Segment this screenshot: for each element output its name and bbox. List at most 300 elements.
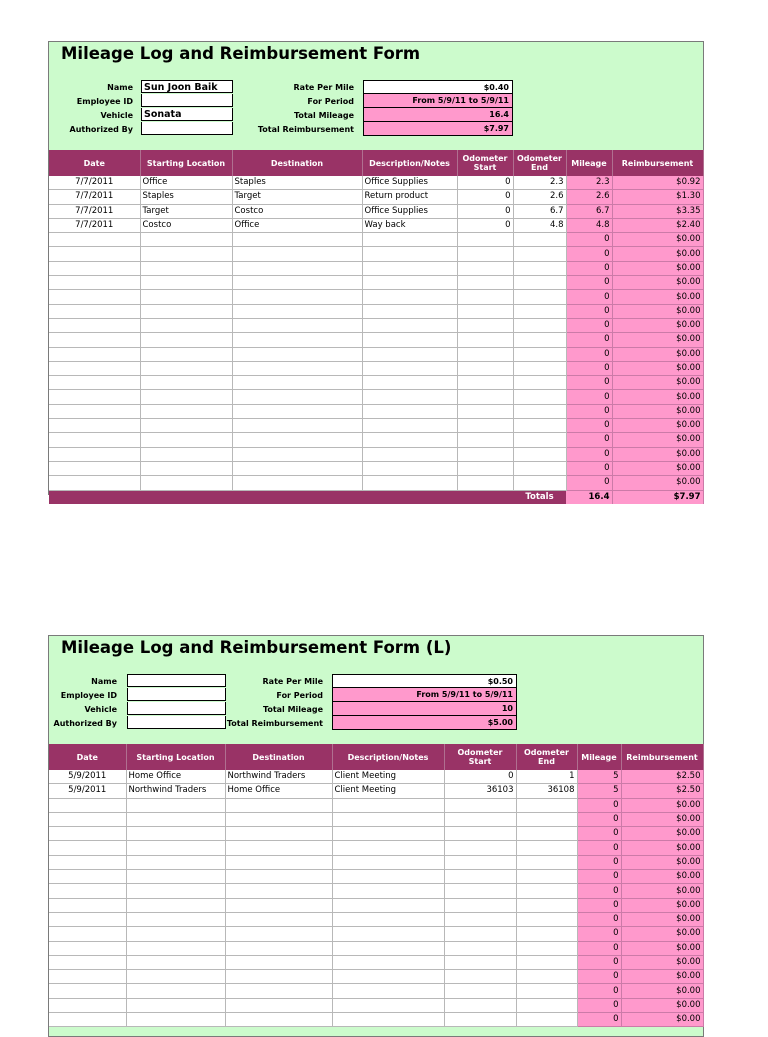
cell-odometer-end[interactable] <box>516 812 577 826</box>
cell-description[interactable]: Office Supplies <box>362 204 457 218</box>
cell-date[interactable] <box>49 941 126 955</box>
totals-label: Totals <box>513 490 566 504</box>
cell-odometer-start[interactable] <box>457 318 513 332</box>
cell-destination[interactable] <box>232 376 362 390</box>
cell-destination[interactable] <box>232 347 362 361</box>
cell-starting-location[interactable] <box>140 233 232 247</box>
cell-destination[interactable] <box>225 898 332 912</box>
cell-odometer-start[interactable] <box>444 1013 516 1027</box>
cell-description[interactable] <box>362 304 457 318</box>
cell-starting-location[interactable] <box>126 998 225 1012</box>
cell-odometer-start[interactable]: 0 <box>457 190 513 204</box>
cell-odometer-end[interactable] <box>513 447 566 461</box>
cell-starting-location[interactable] <box>140 290 232 304</box>
cell-destination[interactable] <box>225 941 332 955</box>
cell-description[interactable] <box>332 898 444 912</box>
cell-destination[interactable]: Target <box>232 190 362 204</box>
cell-odometer-start[interactable] <box>444 927 516 941</box>
cell-description[interactable] <box>332 927 444 941</box>
total-mileage-value: 16.4 <box>363 108 513 122</box>
cell-description[interactable] <box>362 404 457 418</box>
cell-date[interactable]: 7/7/2011 <box>49 204 140 218</box>
cell-reimbursement: $0.00 <box>612 376 703 390</box>
cell-odometer-start[interactable] <box>457 419 513 433</box>
cell-odometer-start[interactable] <box>444 998 516 1012</box>
cell-description[interactable] <box>362 461 457 475</box>
cell-mileage: 0 <box>577 927 621 941</box>
cell-destination[interactable] <box>225 984 332 998</box>
cell-description[interactable] <box>362 376 457 390</box>
cell-odometer-end[interactable] <box>513 276 566 290</box>
cell-odometer-end[interactable] <box>513 347 566 361</box>
cell-reimbursement: $0.00 <box>612 318 703 332</box>
cell-odometer-start[interactable] <box>457 233 513 247</box>
cell-date[interactable] <box>49 333 140 347</box>
cell-description[interactable] <box>362 447 457 461</box>
cell-reimbursement: $0.00 <box>621 827 703 841</box>
authorized-by-label: Authorized By <box>69 125 133 134</box>
cell-description[interactable] <box>362 419 457 433</box>
table-row <box>49 290 703 304</box>
cell-date[interactable] <box>49 347 140 361</box>
table-row <box>49 770 703 784</box>
cell-destination[interactable] <box>232 476 362 490</box>
cell-odometer-end[interactable] <box>516 841 577 855</box>
cell-odometer-end[interactable] <box>516 970 577 984</box>
cell-destination[interactable]: Northwind Traders <box>225 770 332 784</box>
cell-odometer-start[interactable] <box>444 941 516 955</box>
cell-starting-location[interactable]: Target <box>140 204 232 218</box>
cell-destination[interactable] <box>225 1013 332 1027</box>
cell-starting-location[interactable] <box>126 927 225 941</box>
cell-reimbursement: $0.00 <box>612 304 703 318</box>
cell-destination[interactable] <box>232 433 362 447</box>
table-row <box>49 812 703 826</box>
cell-starting-location[interactable] <box>140 419 232 433</box>
cell-odometer-start[interactable] <box>457 476 513 490</box>
cell-starting-location[interactable] <box>126 912 225 926</box>
cell-odometer-start[interactable] <box>444 870 516 884</box>
cell-odometer-start[interactable] <box>457 333 513 347</box>
column-header-date: Date <box>49 150 140 176</box>
cell-odometer-end[interactable] <box>513 290 566 304</box>
for-period-value: From 5/9/11 to 5/9/11 <box>332 688 517 702</box>
table-row <box>49 318 703 332</box>
cell-odometer-end[interactable] <box>513 404 566 418</box>
totals-spacer <box>49 490 140 504</box>
cell-description[interactable] <box>332 984 444 998</box>
cell-destination[interactable]: Home Office <box>225 784 332 798</box>
cell-destination[interactable] <box>232 390 362 404</box>
cell-starting-location[interactable] <box>140 333 232 347</box>
cell-description[interactable]: Return product <box>362 190 457 204</box>
cell-description[interactable] <box>332 941 444 955</box>
cell-starting-location[interactable] <box>140 276 232 290</box>
cell-destination[interactable] <box>232 247 362 261</box>
cell-odometer-end[interactable] <box>516 955 577 969</box>
cell-odometer-end[interactable] <box>513 390 566 404</box>
cell-date[interactable] <box>49 998 126 1012</box>
cell-reimbursement: $0.00 <box>621 941 703 955</box>
cell-odometer-start[interactable]: 36103 <box>444 784 516 798</box>
cell-odometer-start[interactable] <box>457 347 513 361</box>
cell-odometer-start[interactable] <box>444 955 516 969</box>
cell-starting-location[interactable] <box>140 361 232 375</box>
employee-id-field[interactable] <box>141 94 233 107</box>
cell-description[interactable] <box>332 884 444 898</box>
cell-date[interactable] <box>49 376 140 390</box>
cell-destination[interactable] <box>232 290 362 304</box>
cell-reimbursement: $0.00 <box>612 461 703 475</box>
cell-date[interactable]: 5/9/2011 <box>49 770 126 784</box>
cell-destination[interactable] <box>232 419 362 433</box>
cell-starting-location[interactable] <box>126 898 225 912</box>
cell-starting-location[interactable] <box>140 404 232 418</box>
cell-odometer-end[interactable] <box>516 984 577 998</box>
cell-description[interactable] <box>362 476 457 490</box>
cell-odometer-end[interactable] <box>516 912 577 926</box>
cell-date[interactable] <box>49 318 140 332</box>
cell-odometer-end[interactable] <box>516 798 577 812</box>
cell-odometer-end[interactable] <box>516 941 577 955</box>
cell-odometer-end[interactable] <box>513 318 566 332</box>
cell-starting-location[interactable] <box>126 955 225 969</box>
cell-odometer-end[interactable]: 36108 <box>516 784 577 798</box>
cell-odometer-end[interactable] <box>516 1013 577 1027</box>
cell-odometer-end[interactable] <box>513 361 566 375</box>
cell-reimbursement: $2.50 <box>621 784 703 798</box>
cell-mileage: 0 <box>566 390 612 404</box>
column-header-odometer-end: Odometer End <box>513 150 566 176</box>
cell-odometer-start[interactable] <box>457 404 513 418</box>
cell-starting-location[interactable] <box>126 855 225 869</box>
cell-destination[interactable] <box>232 276 362 290</box>
cell-description[interactable] <box>362 247 457 261</box>
vehicle-label: Vehicle <box>100 111 133 120</box>
cell-odometer-start[interactable] <box>457 304 513 318</box>
cell-starting-location[interactable] <box>126 827 225 841</box>
rate-per-mile-label: Rate Per Mile <box>262 677 323 686</box>
cell-description[interactable] <box>362 276 457 290</box>
cell-odometer-start[interactable] <box>457 376 513 390</box>
cell-date[interactable] <box>49 247 140 261</box>
cell-odometer-start[interactable] <box>457 461 513 475</box>
cell-date[interactable] <box>49 898 126 912</box>
cell-description[interactable] <box>332 1013 444 1027</box>
cell-destination[interactable] <box>232 318 362 332</box>
cell-date[interactable] <box>49 855 126 869</box>
cell-odometer-end[interactable]: 6.7 <box>513 204 566 218</box>
cell-odometer-start[interactable] <box>457 447 513 461</box>
cell-description[interactable] <box>362 233 457 247</box>
cell-odometer-start[interactable] <box>444 812 516 826</box>
cell-description[interactable] <box>362 290 457 304</box>
rate-per-mile-value[interactable]: $0.50 <box>332 674 517 688</box>
form-title: Mileage Log and Reimbursement Form <box>61 44 421 63</box>
column-header-mileage: Mileage <box>566 150 612 176</box>
cell-odometer-end[interactable] <box>513 233 566 247</box>
cell-starting-location[interactable] <box>140 376 232 390</box>
cell-mileage: 0 <box>577 870 621 884</box>
cell-odometer-start[interactable] <box>444 970 516 984</box>
cell-date[interactable]: 5/9/2011 <box>49 784 126 798</box>
cell-odometer-end[interactable] <box>513 461 566 475</box>
cell-odometer-start[interactable] <box>457 247 513 261</box>
cell-odometer-start[interactable] <box>444 841 516 855</box>
cell-starting-location[interactable] <box>140 347 232 361</box>
column-header-reimbursement: Reimbursement <box>612 150 703 176</box>
cell-date[interactable] <box>49 419 140 433</box>
name-label: Name <box>91 677 117 686</box>
cell-destination[interactable] <box>232 233 362 247</box>
cell-mileage: 5 <box>577 784 621 798</box>
cell-odometer-start[interactable] <box>444 827 516 841</box>
cell-odometer-end[interactable]: 1 <box>516 770 577 784</box>
cell-destination[interactable] <box>225 827 332 841</box>
cell-reimbursement: $3.35 <box>612 204 703 218</box>
cell-destination[interactable] <box>225 998 332 1012</box>
cell-starting-location[interactable]: Office <box>140 176 232 190</box>
cell-description[interactable] <box>332 870 444 884</box>
cell-mileage: 0 <box>577 984 621 998</box>
cell-destination[interactable]: Office <box>232 218 362 232</box>
cell-date[interactable] <box>49 276 140 290</box>
cell-starting-location[interactable] <box>126 812 225 826</box>
cell-starting-location[interactable] <box>126 870 225 884</box>
cell-description[interactable] <box>362 347 457 361</box>
cell-odometer-end[interactable] <box>516 870 577 884</box>
cell-odometer-end[interactable]: 2.6 <box>513 190 566 204</box>
cell-date[interactable] <box>49 927 126 941</box>
cell-starting-location[interactable] <box>140 390 232 404</box>
cell-date[interactable] <box>49 984 126 998</box>
cell-description[interactable]: Client Meeting <box>332 770 444 784</box>
cell-destination[interactable] <box>225 798 332 812</box>
cell-odometer-start[interactable] <box>457 361 513 375</box>
cell-reimbursement: $2.50 <box>621 770 703 784</box>
cell-date[interactable] <box>49 361 140 375</box>
cell-mileage: 0 <box>566 376 612 390</box>
cell-date[interactable]: 7/7/2011 <box>49 176 140 190</box>
cell-odometer-end[interactable] <box>513 304 566 318</box>
cell-date[interactable] <box>49 912 126 926</box>
table-row <box>49 855 703 869</box>
cell-description[interactable] <box>362 433 457 447</box>
cell-date[interactable] <box>49 884 126 898</box>
cell-starting-location[interactable] <box>126 941 225 955</box>
cell-date[interactable] <box>49 1013 126 1027</box>
cell-mileage: 0 <box>577 798 621 812</box>
cell-description[interactable] <box>362 318 457 332</box>
cell-reimbursement: $0.00 <box>612 447 703 461</box>
column-header-odometer-start: Odometer Start <box>457 150 513 176</box>
cell-date[interactable] <box>49 390 140 404</box>
authorized-by-field[interactable] <box>141 122 233 135</box>
cell-odometer-start[interactable]: 0 <box>457 218 513 232</box>
cell-mileage: 0 <box>577 827 621 841</box>
cell-destination[interactable]: Staples <box>232 176 362 190</box>
cell-odometer-start[interactable] <box>457 276 513 290</box>
cell-odometer-start[interactable] <box>444 798 516 812</box>
cell-odometer-start[interactable]: 0 <box>444 770 516 784</box>
cell-description[interactable] <box>332 798 444 812</box>
cell-destination[interactable] <box>232 333 362 347</box>
cell-destination[interactable] <box>225 927 332 941</box>
cell-mileage: 2.6 <box>566 190 612 204</box>
cell-starting-location[interactable]: Northwind Traders <box>126 784 225 798</box>
total-reimbursement-label: Total Reimbursement <box>257 125 354 134</box>
cell-mileage: 0 <box>577 998 621 1012</box>
cell-odometer-end[interactable] <box>513 419 566 433</box>
vehicle-field[interactable]: Sonata <box>141 108 233 121</box>
cell-date[interactable] <box>49 261 140 275</box>
cell-odometer-end[interactable] <box>513 476 566 490</box>
cell-destination[interactable] <box>225 970 332 984</box>
cell-description[interactable] <box>332 855 444 869</box>
cell-starting-location[interactable] <box>140 461 232 475</box>
table-row <box>49 870 703 884</box>
cell-description[interactable] <box>332 970 444 984</box>
cell-description[interactable] <box>332 998 444 1012</box>
cell-date[interactable] <box>49 447 140 461</box>
cell-odometer-start[interactable] <box>457 390 513 404</box>
cell-odometer-start[interactable]: 0 <box>457 204 513 218</box>
cell-date[interactable] <box>49 404 140 418</box>
cell-destination[interactable] <box>225 955 332 969</box>
cell-starting-location[interactable] <box>126 841 225 855</box>
cell-odometer-start[interactable] <box>457 261 513 275</box>
cell-odometer-start[interactable] <box>457 433 513 447</box>
cell-date[interactable] <box>49 461 140 475</box>
cell-starting-location[interactable] <box>126 798 225 812</box>
column-header-starting-location: Starting Location <box>126 744 225 770</box>
cell-starting-location[interactable] <box>126 984 225 998</box>
cell-destination[interactable] <box>232 361 362 375</box>
cell-starting-location[interactable]: Home Office <box>126 770 225 784</box>
cell-odometer-end[interactable] <box>516 855 577 869</box>
cell-odometer-end[interactable] <box>513 433 566 447</box>
cell-date[interactable] <box>49 841 126 855</box>
cell-destination[interactable] <box>232 447 362 461</box>
cell-destination[interactable] <box>225 841 332 855</box>
cell-starting-location[interactable] <box>140 447 232 461</box>
cell-odometer-start[interactable] <box>444 912 516 926</box>
cell-odometer-start[interactable] <box>444 984 516 998</box>
cell-date[interactable]: 7/7/2011 <box>49 190 140 204</box>
cell-odometer-end[interactable] <box>513 333 566 347</box>
cell-odometer-end[interactable] <box>513 247 566 261</box>
cell-date[interactable] <box>49 870 126 884</box>
cell-description[interactable] <box>362 361 457 375</box>
cell-description[interactable] <box>362 261 457 275</box>
cell-destination[interactable] <box>232 261 362 275</box>
cell-description[interactable] <box>332 812 444 826</box>
cell-date[interactable] <box>49 304 140 318</box>
cell-date[interactable] <box>49 798 126 812</box>
cell-starting-location[interactable] <box>126 970 225 984</box>
cell-destination[interactable] <box>225 870 332 884</box>
cell-destination[interactable] <box>225 812 332 826</box>
cell-date[interactable] <box>49 812 126 826</box>
cell-odometer-end[interactable]: 4.8 <box>513 218 566 232</box>
column-header-odometer-start: Odometer Start <box>444 744 516 770</box>
cell-starting-location[interactable] <box>140 261 232 275</box>
cell-date[interactable] <box>49 476 140 490</box>
cell-odometer-start[interactable] <box>457 290 513 304</box>
cell-date[interactable] <box>49 290 140 304</box>
cell-odometer-start[interactable]: 0 <box>457 176 513 190</box>
cell-starting-location[interactable] <box>140 476 232 490</box>
cell-destination[interactable] <box>232 304 362 318</box>
cell-description[interactable] <box>362 333 457 347</box>
total-mileage-label: Total Mileage <box>262 705 323 714</box>
cell-odometer-start[interactable] <box>444 898 516 912</box>
cell-description[interactable]: Client Meeting <box>332 784 444 798</box>
rate-per-mile-value[interactable]: $0.40 <box>363 80 513 94</box>
cell-destination[interactable] <box>232 461 362 475</box>
cell-date[interactable] <box>49 233 140 247</box>
cell-odometer-end[interactable] <box>513 261 566 275</box>
cell-odometer-end[interactable] <box>516 998 577 1012</box>
cell-odometer-start[interactable] <box>444 884 516 898</box>
cell-date[interactable] <box>49 433 140 447</box>
cell-description[interactable]: Way back <box>362 218 457 232</box>
cell-starting-location[interactable] <box>126 1013 225 1027</box>
cell-date[interactable] <box>49 955 126 969</box>
cell-destination[interactable] <box>225 855 332 869</box>
name-field[interactable]: Sun Joon Baik <box>141 80 233 93</box>
cell-odometer-end[interactable] <box>516 827 577 841</box>
column-header-mileage: Mileage <box>577 744 621 770</box>
table-row <box>49 233 703 247</box>
cell-starting-location[interactable] <box>126 884 225 898</box>
cell-odometer-end[interactable] <box>516 884 577 898</box>
cell-date[interactable] <box>49 827 126 841</box>
cell-mileage: 0 <box>566 318 612 332</box>
cell-starting-location[interactable]: Staples <box>140 190 232 204</box>
cell-destination[interactable]: Costco <box>232 204 362 218</box>
cell-description[interactable] <box>332 912 444 926</box>
cell-description[interactable] <box>332 955 444 969</box>
vehicle-label: Vehicle <box>84 705 117 714</box>
cell-destination[interactable] <box>225 912 332 926</box>
cell-mileage: 0 <box>566 361 612 375</box>
cell-reimbursement: $0.00 <box>612 333 703 347</box>
table-row <box>49 912 703 926</box>
cell-destination[interactable] <box>232 404 362 418</box>
cell-description[interactable]: Office Supplies <box>362 176 457 190</box>
cell-date[interactable] <box>49 970 126 984</box>
cell-starting-location[interactable]: Costco <box>140 218 232 232</box>
cell-starting-location[interactable] <box>140 318 232 332</box>
cell-starting-location[interactable] <box>140 304 232 318</box>
cell-starting-location[interactable] <box>140 433 232 447</box>
cell-description[interactable] <box>332 841 444 855</box>
table-row <box>49 419 703 433</box>
cell-odometer-end[interactable] <box>516 898 577 912</box>
cell-odometer-end[interactable]: 2.3 <box>513 176 566 190</box>
cell-odometer-start[interactable] <box>444 855 516 869</box>
cell-odometer-end[interactable] <box>516 927 577 941</box>
cell-starting-location[interactable] <box>140 247 232 261</box>
cell-reimbursement: $0.00 <box>612 361 703 375</box>
cell-description[interactable] <box>362 390 457 404</box>
cell-destination[interactable] <box>225 884 332 898</box>
cell-mileage: 0 <box>566 276 612 290</box>
cell-description[interactable] <box>332 827 444 841</box>
cell-date[interactable]: 7/7/2011 <box>49 218 140 232</box>
cell-odometer-end[interactable] <box>513 376 566 390</box>
